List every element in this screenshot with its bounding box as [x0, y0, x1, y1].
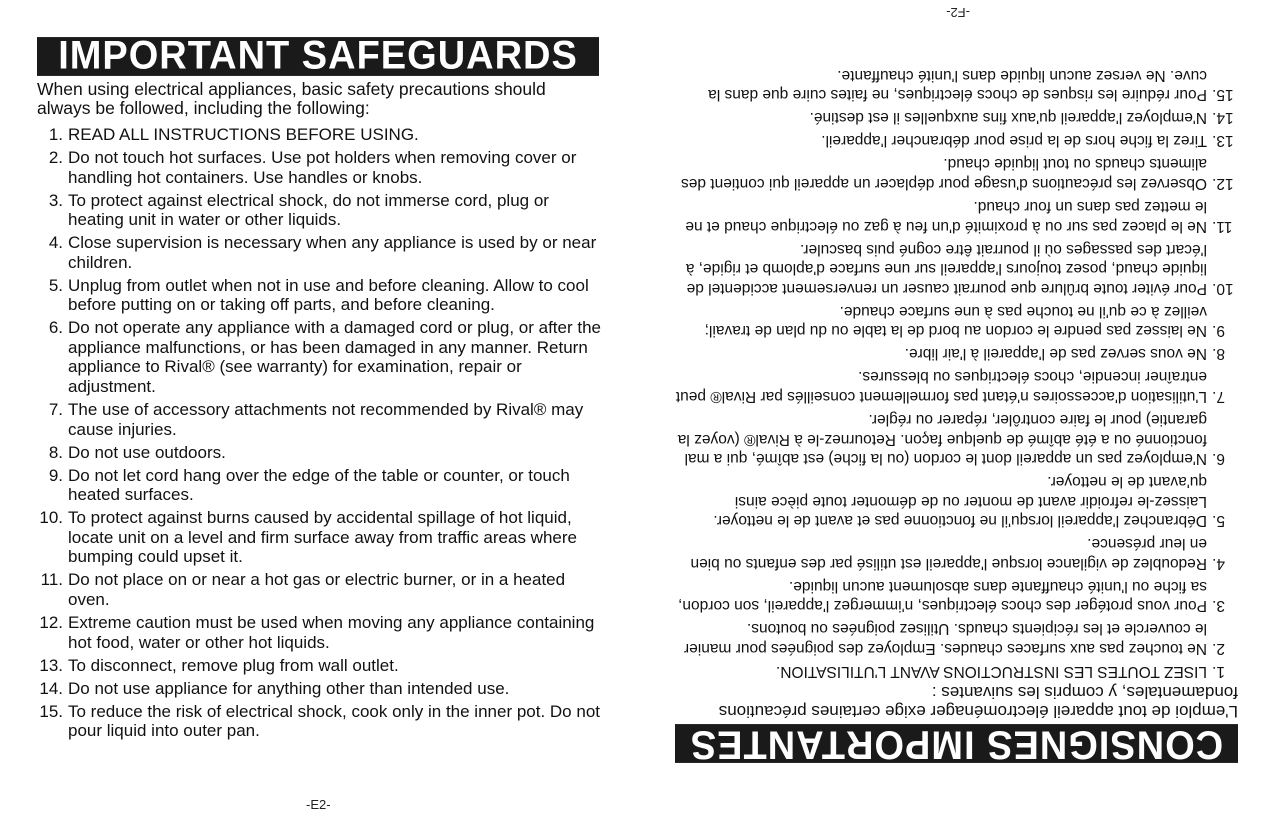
item-number: 14.	[39, 678, 63, 698]
item-text: Redoublez de vigilance lorsque l'appareil est utilisé par des enfants ou bien en leur présence.	[690, 535, 1207, 572]
item-number: 4.	[1212, 554, 1225, 572]
item-text: Pour éviter toute brûlure que pourrait causer un renversement accidentel de liquide chaud, posez toujours l'appareil sur une surface d'aplomb et rigide, à l'écart des passages où il pourrait être cogné puis basculer.	[685, 240, 1207, 297]
item-number: 13.	[1212, 132, 1234, 150]
english-title-banner: IMPORTANT SAFEGUARDS	[37, 37, 599, 76]
item-number: 9.	[1212, 322, 1225, 340]
item-number: 1.	[48, 125, 63, 144]
item-number: 3.	[1212, 597, 1225, 615]
item-text: Pour vous protéger des chocs électriques, n'immergez l'appareil, son cordon, sa fiche ou l'unité chauffante dans absolument aucun liquide.	[678, 577, 1207, 615]
item-text: Do not use appliance for anything other than intended use.	[68, 678, 510, 698]
list-item	[638, 108, 1275, 128]
list-item	[0, 613, 637, 652]
french-title-banner: CONSIGNES IMPORTANTES	[675, 724, 1238, 763]
item-text: Do not place on or near a hot gas or electric burner, or in a heated oven.	[68, 570, 566, 609]
item-number: 15.	[39, 701, 63, 721]
item-text: Pour réduire les risques de chocs électriques, ne faites cuire que dans la cuve. Ne versez aucun liquide dans l'unité chauffante.	[708, 66, 1207, 104]
list-item	[0, 276, 637, 315]
list-item	[638, 301, 1275, 340]
english-intro: When using electrical appliances, basic safety precautions should always be followed, including the following:	[37, 79, 546, 118]
item-number: 11.	[40, 570, 63, 590]
item-text: N'employez pas un appareil dont le cordon (ou la fiche) est abîmé, qui a mal fonctionné ou a été abîmé de quelque façon. Retournez-le à Rival® (voyez la garantie) pour le faire contrôler, réparer ou régler.	[677, 411, 1207, 468]
list-item	[0, 508, 637, 567]
item-number: 12.	[39, 613, 63, 633]
item-number: 14.	[1212, 109, 1234, 127]
item-text: L'utilisation d'accessoires n'étant pas formellement conseillés par Rival® peut entraîner incendie, chocs électriques ou blessures.	[675, 368, 1207, 405]
list-item	[638, 576, 1275, 615]
list-item	[638, 344, 1275, 364]
item-text: To protect against burns caused by accidental spillage of hot liquid, locate unit on a level and firm surface away from traffic areas where bumping could upset it.	[68, 508, 577, 567]
item-number: 4.	[48, 233, 63, 253]
item-text: Tirez la fiche hors de la prise pour débrancher l'appareil.	[821, 132, 1207, 150]
item-number: 8.	[1212, 345, 1225, 363]
item-number: 11.	[1212, 217, 1233, 235]
item-text: Observez les précautions d'usage pour déplacer un appareil qui contient des aliments chauds ou tout liquide chaud.	[681, 155, 1207, 192]
list-item	[638, 410, 1275, 469]
list-item	[638, 534, 1275, 573]
list-item	[638, 662, 1275, 682]
item-text: To reduce the risk of electrical shock, cook only in the inner pot. Do not pour liquid into outer pan.	[68, 701, 600, 741]
item-number: 2.	[1212, 639, 1225, 657]
item-text: Unplug from outlet when not in use and before cleaning. Allow to cool before putting on or taking off parts, and before cleaning.	[68, 275, 589, 315]
item-number: 6.	[48, 318, 63, 338]
list-item	[638, 619, 1275, 658]
item-number: 5.	[1212, 512, 1225, 530]
item-number: 2.	[48, 148, 63, 168]
list-item	[0, 233, 637, 272]
item-text: Do not touch hot surfaces. Use pot holders when removing cover or handling hot containers. Use handles or knobs.	[68, 148, 577, 187]
item-number: 6.	[1212, 450, 1225, 468]
list-item	[0, 466, 637, 505]
item-number: 10.	[1212, 279, 1234, 297]
list-item	[638, 367, 1275, 406]
list-item	[0, 400, 637, 439]
item-text: To protect against electrical shock, do not immerse cord, plug or heating unit in water or other liquids.	[68, 190, 549, 230]
item-number: 9.	[48, 465, 63, 485]
item-number: 13.	[39, 655, 63, 675]
item-number: 3.	[48, 190, 63, 210]
item-number: 7.	[48, 400, 63, 420]
list-item	[638, 154, 1275, 193]
list-item	[0, 318, 637, 396]
item-number: 12.	[1212, 174, 1234, 192]
item-text: Ne laissez pas pendre le cordon au bord de la table ou du plan de travail; veillez à ce qu'il ne touche pas à une surface chaude.	[704, 302, 1207, 340]
list-item	[0, 443, 637, 463]
list-item	[638, 197, 1275, 236]
list-item	[0, 125, 637, 145]
item-text: To disconnect, remove plug from wall outlet.	[68, 655, 399, 675]
list-item	[0, 191, 637, 230]
item-text: Extreme caution must be used when moving any appliance containing hot food, water or other hot liquids.	[68, 613, 595, 652]
list-item	[0, 148, 637, 187]
item-text: Ne vous servez pas de l'appareil à l'air libre.	[904, 345, 1207, 363]
english-safeguards-list	[0, 125, 637, 744]
item-number: 5.	[48, 275, 63, 295]
item-text: N'employez l'appareil qu'aux fins auxquelles il est destiné.	[809, 109, 1207, 127]
list-item	[638, 239, 1275, 298]
list-item	[638, 472, 1275, 531]
item-text: Close supervision is necessary when any appliance is used by or near children.	[68, 233, 597, 272]
french-page-number: -F2-	[946, 5, 970, 20]
item-text: Do not let cord hang over the edge of the table or counter, or touch heated surfaces.	[68, 465, 570, 505]
item-number: 8.	[48, 442, 63, 462]
english-page	[0, 0, 637, 825]
list-item	[0, 656, 637, 676]
item-text: LISEZ TOUTES LES INSTRUCTIONS AVANT L'UTILISATION.	[775, 663, 1207, 680]
list-item	[638, 65, 1275, 104]
item-text: Do not operate any appliance with a damaged cord or plug, or after the appliance malfunctions, or has been damaged in any manner. Return appliance to Rival® (see warranty) for examination, repair or adjustment.	[68, 318, 602, 396]
french-safeguards-list	[638, 62, 1275, 681]
list-item	[0, 679, 637, 699]
item-number: 10.	[39, 508, 63, 528]
french-intro: L'emploi de tout appareil électroménager exige certaines précautions fondamentales, y compris les suivantes :	[718, 683, 1238, 721]
french-page	[638, 0, 1275, 825]
item-number: 15.	[1212, 86, 1234, 104]
item-text: Ne touchez pas aux surfaces chaudes. Employez des poignées pour manier le couvercle et les récipients chauds. Utilisez poignées ou boutons.	[684, 620, 1207, 657]
list-item	[638, 131, 1275, 151]
item-text: The use of accessory attachments not recommended by Rival® may cause injuries.	[68, 400, 584, 439]
item-number: 1.	[1212, 663, 1225, 680]
item-text: Débranchez l'appareil lorsqu'il ne fonctionne pas et avant de le nettoyer. Laissez-le refroidir avant de monter ou de démonter toute pièce ainsi qu'avant de le nettoyer.	[713, 473, 1207, 530]
item-number: 7.	[1212, 387, 1225, 405]
item-text: Ne le placez pas sur ou à proximité d'un feu à gaz ou électrique chaud et ne le mettez pas dans un four chaud.	[685, 198, 1207, 235]
item-text: Do not use outdoors.	[68, 442, 226, 462]
list-item	[0, 702, 637, 741]
english-page-number: -E2-	[306, 797, 331, 812]
item-text: READ ALL INSTRUCTIONS BEFORE USING.	[68, 125, 419, 144]
list-item	[0, 570, 637, 609]
